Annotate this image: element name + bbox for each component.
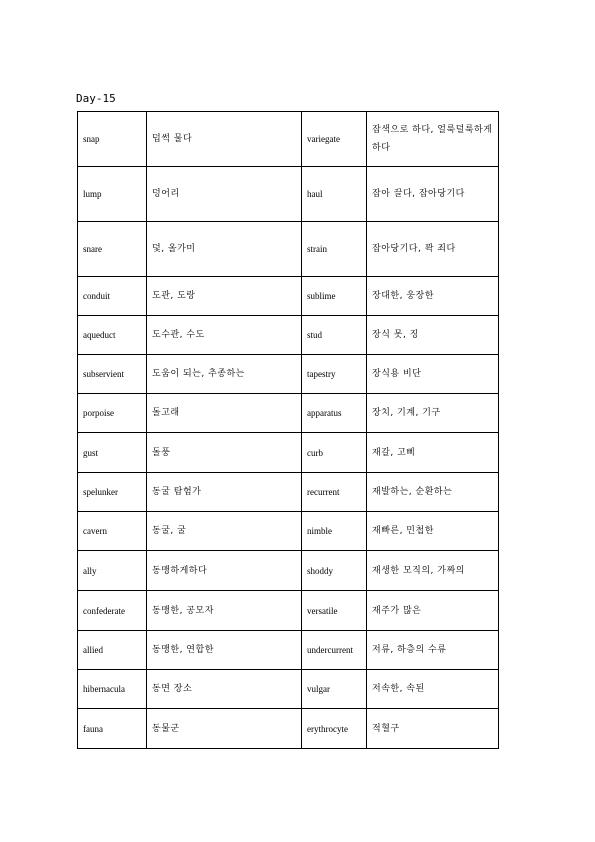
korean-meaning: 장식용 비단 (367, 355, 499, 394)
english-word: strain (302, 222, 367, 277)
table-row (78, 222, 499, 277)
english-word: snare (78, 222, 147, 277)
korean-meaning: 재주가 많은 (367, 591, 499, 631)
english-word: curb (302, 433, 367, 473)
table-row (78, 316, 499, 355)
table-row (78, 709, 499, 749)
english-word: variegate (302, 112, 367, 167)
english-word: aqueduct (78, 316, 147, 355)
english-word: nimble (302, 512, 367, 551)
english-word: allied (78, 631, 147, 670)
english-word: shoddy (302, 551, 367, 591)
english-word: ally (78, 551, 147, 591)
korean-meaning: 잡아 끌다, 잡아당기다 (367, 167, 499, 222)
english-word: spelunker (78, 473, 147, 512)
korean-meaning: 재빠른, 민첩한 (367, 512, 499, 551)
english-word: recurrent (302, 473, 367, 512)
korean-meaning: 덥썩 물다 (147, 112, 302, 167)
english-word: undercurrent (302, 631, 367, 670)
english-word: versatile (302, 591, 367, 631)
table-row (78, 473, 499, 512)
korean-meaning: 재생한 모직의, 가짜의 (367, 551, 499, 591)
table-row (78, 512, 499, 551)
table-row (78, 167, 499, 222)
korean-meaning: 저속한, 속된 (367, 670, 499, 709)
english-word: gust (78, 433, 147, 473)
english-word: conduit (78, 277, 147, 316)
korean-meaning: 재갈, 고삐 (367, 433, 499, 473)
korean-meaning: 잡색으로 하다, 얼룩덜룩하게 하다 (367, 112, 499, 167)
table-row (78, 394, 499, 433)
korean-meaning: 동면 장소 (147, 670, 302, 709)
table-row (78, 355, 499, 394)
english-word: confederate (78, 591, 147, 631)
korean-meaning: 장치, 기계, 기구 (367, 394, 499, 433)
english-word: stud (302, 316, 367, 355)
english-word: hibernacula (78, 670, 147, 709)
korean-meaning: 동맹한, 공모자 (147, 591, 302, 631)
korean-meaning: 장식 못, 징 (367, 316, 499, 355)
korean-meaning: 돌풍 (147, 433, 302, 473)
table-row (78, 112, 499, 167)
english-word: porpoise (78, 394, 147, 433)
english-word: subservient (78, 355, 147, 394)
korean-meaning: 돌고래 (147, 394, 302, 433)
english-word: vulgar (302, 670, 367, 709)
korean-meaning: 동굴 탐험가 (147, 473, 302, 512)
english-word: cavern (78, 512, 147, 551)
english-word: lump (78, 167, 147, 222)
english-word: apparatus (302, 394, 367, 433)
korean-meaning: 동맹하게하다 (147, 551, 302, 591)
table-row (78, 433, 499, 473)
korean-meaning: 덩어리 (147, 167, 302, 222)
table-row (78, 277, 499, 316)
korean-meaning: 도수관, 수도 (147, 316, 302, 355)
korean-meaning: 적혈구 (367, 709, 499, 749)
english-word: tapestry (302, 355, 367, 394)
korean-meaning: 재발하는, 순환하는 (367, 473, 499, 512)
english-word: fauna (78, 709, 147, 749)
korean-meaning: 저류, 하층의 수류 (367, 631, 499, 670)
table-row (78, 551, 499, 591)
page-title: Day-15 (76, 92, 116, 105)
korean-meaning: 동굴, 굴 (147, 512, 302, 551)
table-row (78, 670, 499, 709)
korean-meaning: 동물군 (147, 709, 302, 749)
korean-meaning: 도움이 되는, 추종하는 (147, 355, 302, 394)
vocabulary-table-body (78, 112, 499, 749)
english-word: snap (78, 112, 147, 167)
english-word: sublime (302, 277, 367, 316)
table-row (78, 591, 499, 631)
korean-meaning: 동맹한, 연합한 (147, 631, 302, 670)
korean-meaning: 도관, 도랑 (147, 277, 302, 316)
korean-meaning: 장대한, 웅장한 (367, 277, 499, 316)
english-word: erythrocyte (302, 709, 367, 749)
vocabulary-table (77, 111, 499, 749)
english-word: haul (302, 167, 367, 222)
table-row (78, 631, 499, 670)
korean-meaning: 덫, 올가미 (147, 222, 302, 277)
korean-meaning: 잡아당기다, 꽉 죄다 (367, 222, 499, 277)
